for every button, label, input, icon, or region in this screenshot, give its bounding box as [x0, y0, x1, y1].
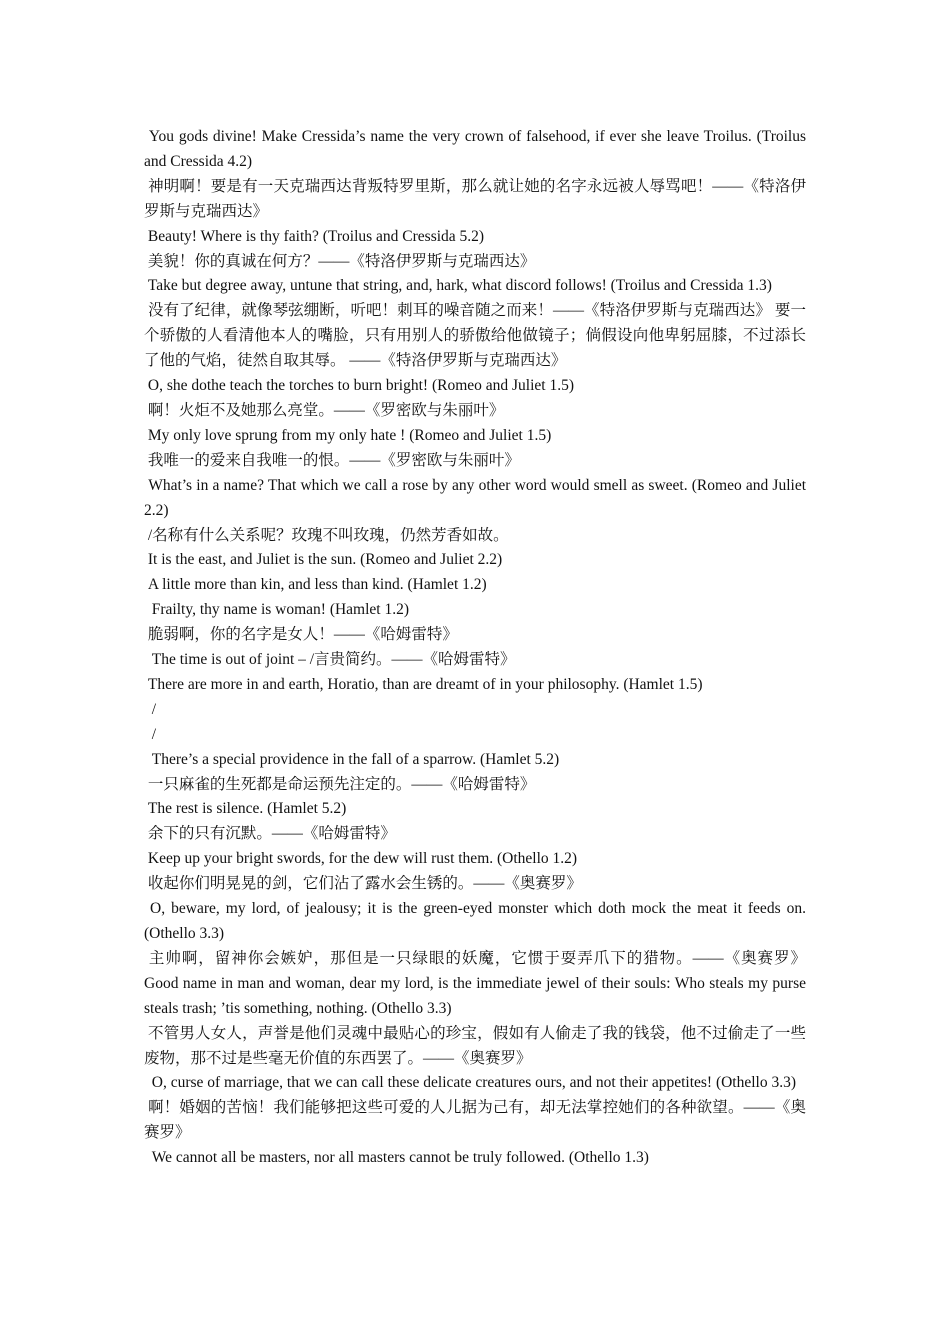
quote-paragraph: Frailty, thy name is woman! (Hamlet 1.2) [144, 601, 410, 619]
translation-paragraph: 不管男人女人，声誉是他们灵魂中最贴心的珍宝，假如有人偷走了我的钱袋，他不过偷走了一些废物，那不过是些毫无价值的东西罢了。——《奥赛罗》 [144, 1024, 806, 1067]
quote-paragraph: O, she dothe teach the torches to burn bright! (Romeo and Juliet 1.5) [144, 377, 575, 395]
quote-paragraph: O, curse of marriage, that we can call these delicate creatures ours, and not their appetites! (Othello 3.3) [144, 1074, 797, 1092]
quote-paragraph: There’s a special providence in the fall of a sparrow. (Hamlet 5.2) [144, 750, 560, 768]
translation-paragraph: 神明啊！要是有一天克瑞西达背叛特罗里斯，那么就让她的名字永远被人辱骂吧！——《特洛伊罗斯与克瑞西达》 [144, 177, 807, 220]
quote-paragraph: Take but degree away, untune that string, and, hark, what discord follows! (Troilus and Cressida 1.3) [144, 277, 772, 295]
quote-paragraph: We cannot all be masters, nor all masters cannot be truly followed. (Othello 1.3) [144, 1149, 649, 1167]
quote-paragraph: You gods divine! Make Cressida’s name the very crown of falsehood, if ever she leave Troilus. (Troilus and Cressida 4.2) [144, 128, 810, 170]
translation-paragraph: 一只麻雀的生死都是命运预先注定的。——《哈姆雷特》 [144, 775, 536, 793]
quote-paragraph: Keep up your bright swords, for the dew will rust them. (Othello 1.2) [144, 850, 578, 868]
document-page [144, 125, 810, 1171]
quote-paragraph: A little more than kin, and less than kind. (Hamlet 1.2) [144, 576, 487, 594]
translation-paragraph: 收起你们明晃晃的剑，它们沾了露水会生锈的。——《奥赛罗》 [144, 875, 582, 893]
quote-paragraph: There are more in and earth, Horatio, than are dreamt of in your philosophy. (Hamlet 1.5) [144, 675, 703, 693]
translation-paragraph: 没有了纪律，就像琴弦绷断，听吧！刺耳的噪音随之而来！——《特洛伊罗斯与克瑞西达》 要一个骄傲的人看清他本人的嘴脸，只有用别人的骄傲给他做镜子；倘假设向他卑躬屈膝，不过添长了他的气焰，徒然自取其辱。 ——《特洛伊罗斯与克瑞西达》 [144, 302, 806, 370]
translation-paragraph: 美貌！你的真诚在何方？——《特洛伊罗斯与克瑞西达》 [144, 252, 536, 270]
quote-paragraph: My only love sprung from my only hate ! (Romeo and Juliet 1.5) [144, 426, 552, 444]
translation-paragraph: 脆弱啊，你的名字是女人！——《哈姆雷特》 [144, 626, 458, 644]
quote-paragraph: The rest is silence. (Hamlet 5.2) [144, 800, 347, 818]
quote-paragraph: What’s in a name? That which we call a rose by any other word would smell as sweet. (Romeo and Juliet 2.2) [144, 476, 810, 519]
quote-paragraph: Beauty! Where is thy faith? (Troilus and Cressida 5.2) [144, 227, 485, 245]
translation-paragraph: /名称有什么关系呢？玫瑰不叫玫瑰，仍然芳香如故。 [144, 526, 509, 544]
translation-paragraph: 啊！火炬不及她那么亮堂。——《罗密欧与朱丽叶》 [144, 401, 505, 419]
translation-paragraph: 主帅啊，留神你会嫉妒，那但是一只绿眼的妖魔，它惯于耍弄爪下的猎物。——《奥赛罗》 Good name in man and woman, dear my lord, is the immediate jewel of their souls: Who steals my purse steals trash; ’tis something, nothing. (Othello 3.3) [144, 949, 810, 1017]
separator-line: / [144, 725, 157, 743]
quote-paragraph: It is the east, and Juliet is the sun. (Romeo and Juliet 2.2) [144, 551, 503, 569]
separator-line: / [144, 700, 157, 718]
quote-paragraph: The time is out of joint – /言贵简约。——《哈姆雷特》 [144, 651, 516, 669]
translation-paragraph: 余下的只有沉默。——《哈姆雷特》 [144, 825, 396, 843]
quote-paragraph: O, beware, my lord, of jealousy; it is the green-eyed monster which doth mock the meat it feeds on. (Othello 3.3) [144, 900, 810, 942]
translation-paragraph: 啊！婚姻的苦恼！我们能够把这些可爱的人儿据为己有，却无法掌控她们的各种欲望。——《奥赛罗》 [144, 1099, 807, 1142]
translation-paragraph: 我唯一的爱来自我唯一的恨。——《罗密欧与朱丽叶》 [144, 451, 520, 469]
